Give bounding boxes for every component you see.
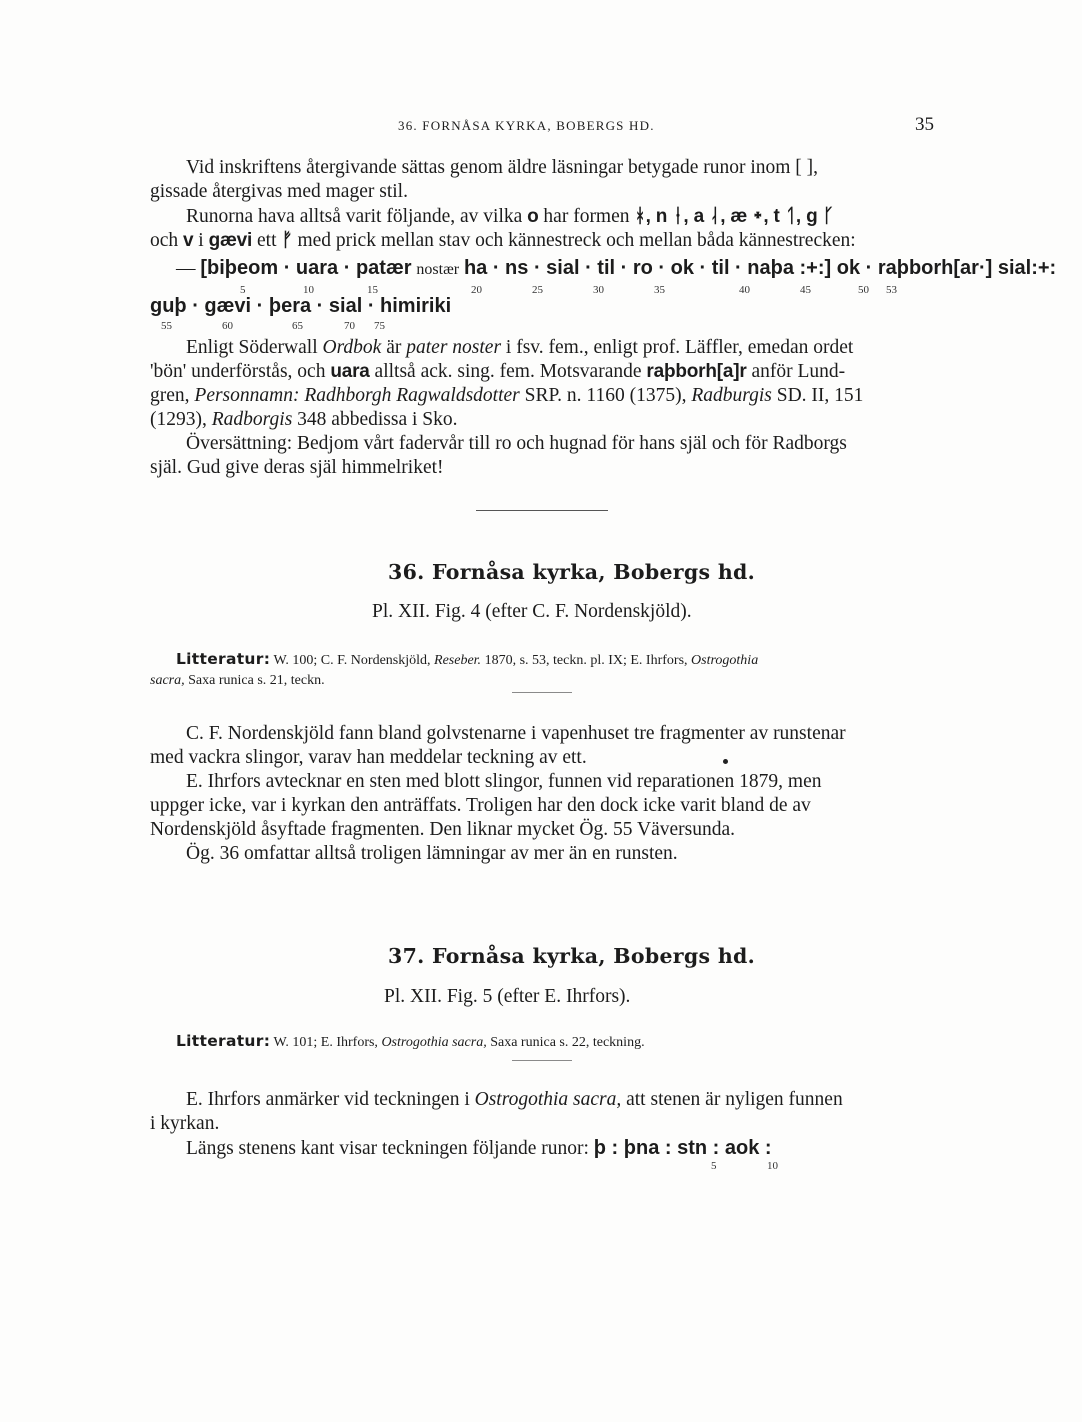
inscription-line-2: guþ · gævi · þera · sial · himiriki: [150, 295, 452, 317]
inscription-line-1-numbers: 5 10 15 20 25 30 35 40 45 50 53: [240, 284, 897, 296]
commentary-line-2: 'bön' underförstås, och uara alltså ack. sing. fem. Motsvarande raþborh[a]r anför Lund-: [150, 361, 846, 382]
section-37-heading: 37. Fornåsa kyrka, Bobergs hd.: [388, 944, 756, 968]
inscription-line-1: — [biþeom · uara · patær nostær ha · ns · sial · til · ro · ok · til · naþa :+:] ok · raþborh[ar·] sial:+:: [176, 257, 1057, 279]
section-36-para-line-1: C. F. Nordenskjöld fann bland golvstenarne i vapenhuset tre fragmenter av runstenar: [186, 723, 846, 744]
page-number: 35: [915, 114, 934, 135]
section-37-plate: Pl. XII. Fig. 5 (efter E. Ihrfors).: [384, 986, 631, 1007]
ink-dot: [723, 759, 728, 764]
commentary-line-6: själ. Gud give deras själ himmelriket!: [150, 457, 444, 478]
intro-line-1: Vid inskriftens återgivande sättas genom äldre läsningar betygade runor inom [ ],: [186, 157, 819, 178]
section-36-para-line-5: Nordenskjöld åsyftade fragmenten. Den liknar mycket Ög. 55 Väversunda.: [150, 819, 736, 840]
section-36-literature-line-2: sacra, Saxa runica s. 21, teckn.: [150, 673, 325, 688]
commentary-line-4: (1293), Radborgis 348 abbedissa i Sko.: [150, 409, 458, 430]
section-36-para-line-6: Ög. 36 omfattar alltså troligen lämningar av mer än en runsten.: [186, 843, 678, 864]
literature-divider: [512, 692, 572, 693]
commentary-line-5: Översättning: Bedjom vårt fadervår till ro och hugnad för hans själ och för Radborgs: [186, 433, 847, 454]
section-36-plate: Pl. XII. Fig. 4 (efter C. F. Nordenskjöld).: [372, 601, 692, 622]
commentary-line-3: gren, Personnamn: Radhborgh Ragwaldsdotter SRP. n. 1160 (1375), Radburgis SD. II, 151: [150, 385, 864, 406]
intro-line-3: Runorna hava alltså varit följande, av vilka o har formen ᚼ, n ᚽ, a ᛆ, æ ᛭, t ᛐ, g ᚴ: [186, 206, 834, 227]
intro-line-4: och v i gævi ett ᚠ med prick mellan stav och kännestreck och mellan båda kännestrecken:: [150, 230, 856, 251]
section-36-heading: 36. Fornåsa kyrka, Bobergs hd.: [388, 560, 756, 584]
section-36-para-line-2: med vackra slingor, varav han meddelar teckning av ett.: [150, 747, 587, 768]
inscription-line-2-numbers: 55 60 65 70 75: [161, 320, 385, 332]
section-37-para-line-2: i kyrkan.: [150, 1113, 220, 1134]
running-title: 36. FORNÅSA KYRKA, BOBERGS HD.: [398, 118, 655, 133]
intro-line-2: gissade återgivas med mager stil.: [150, 181, 408, 202]
section-37-literature: Litteratur: W. 101; E. Ihrfors, Ostrogothia sacra, Saxa runica s. 22, teckning.: [176, 1032, 645, 1050]
literature-divider-2: [512, 1060, 572, 1061]
section-divider: [476, 510, 608, 511]
section-37-para-line-1: E. Ihrfors anmärker vid teckningen i Ostrogothia sacra, att stenen är nyligen funnen: [186, 1089, 843, 1110]
section-37-para-line-3: Längs stenens kant visar teckningen följande runor: þ : þna : stn : aok :: [186, 1137, 772, 1159]
section-37-rune-numbers: 5 10: [711, 1160, 778, 1172]
section-36-para-line-4: uppger icke, var i kyrkan den anträffats. Troligen har den dock icke varit bland de av: [150, 795, 811, 816]
commentary-line-1: Enligt Söderwall Ordbok är pater noster i fsv. fem., enligt prof. Läffler, emedan ordet: [186, 337, 854, 358]
section-36-para-line-3: E. Ihrfors avtecknar en sten med blott slingor, funnen vid reparationen 1879, men: [186, 771, 822, 792]
section-36-literature-line-1: Litteratur: W. 100; C. F. Nordenskjöld, Reseber. 1870, s. 53, teckn. pl. IX; E. Ihrfors, Ostrogothia: [176, 650, 759, 668]
